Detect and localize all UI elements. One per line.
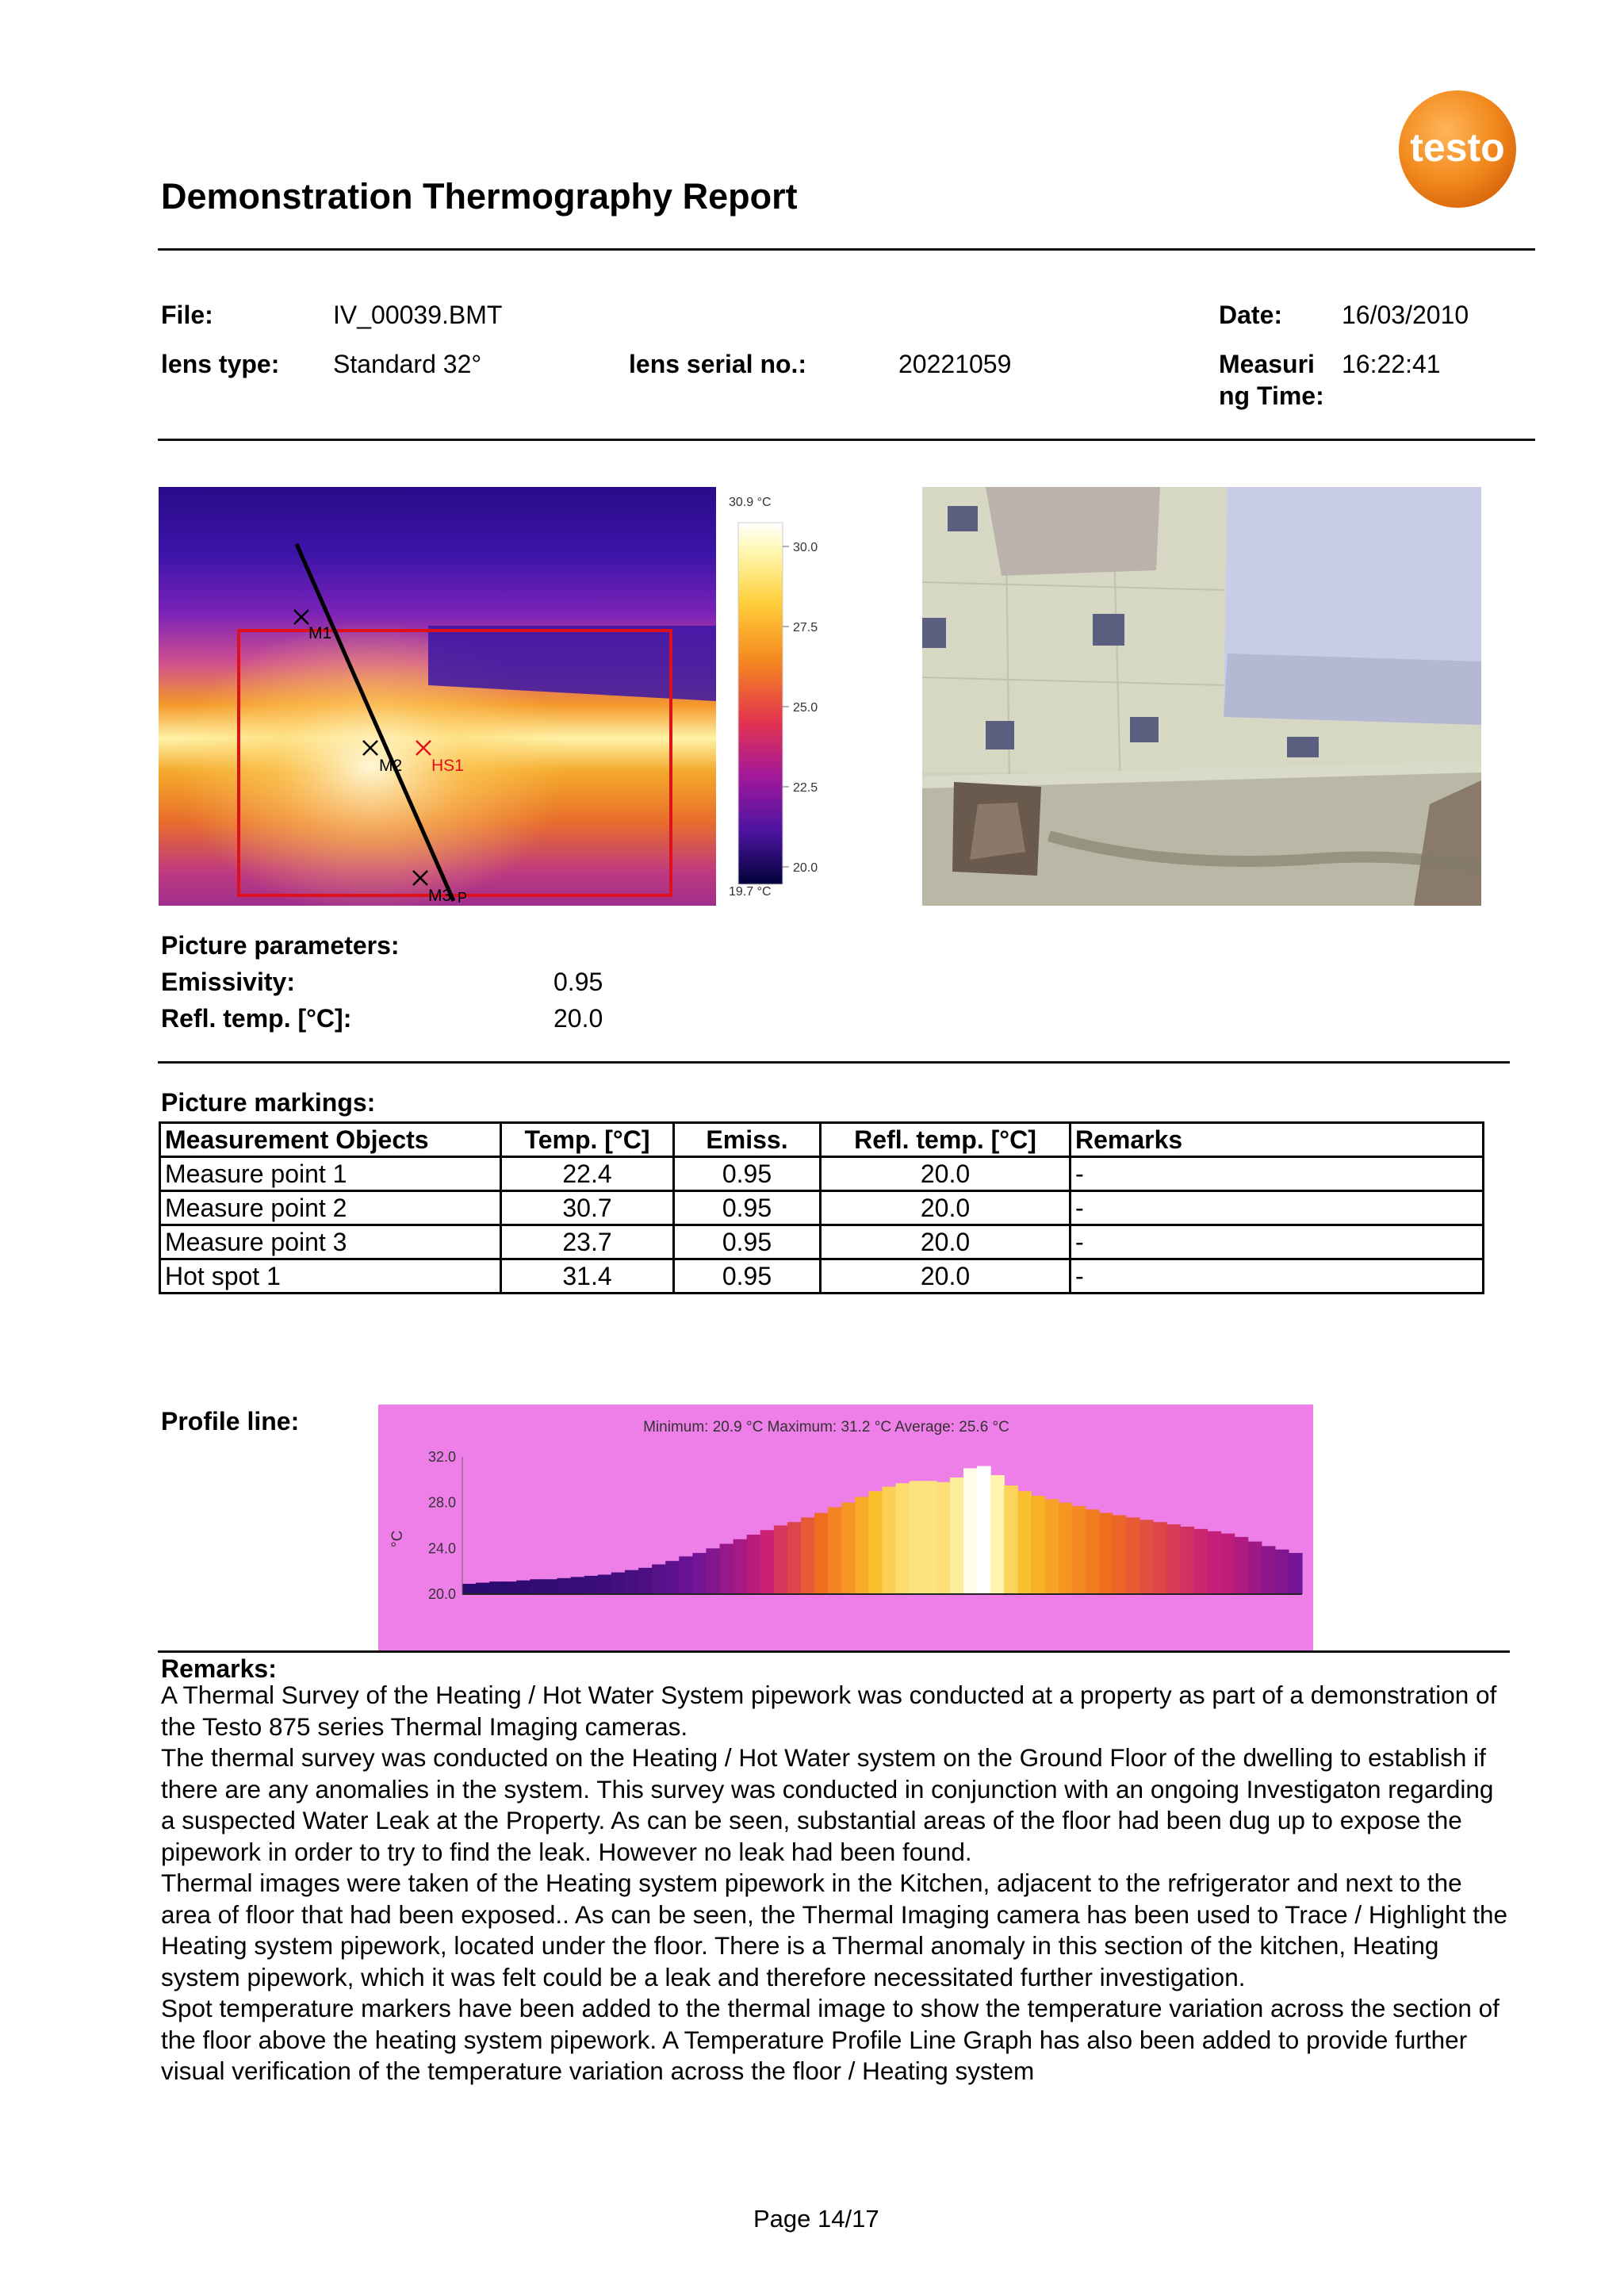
profile-bar — [963, 1468, 978, 1594]
profile-bar — [910, 1481, 924, 1594]
scale-tick: 20.0 — [793, 861, 818, 875]
profile-bar — [1031, 1496, 1045, 1594]
profile-bar — [855, 1497, 869, 1594]
column-header: Refl. temp. [°C] — [821, 1123, 1071, 1157]
remarks-body — [161, 1680, 1509, 2087]
measuring-time-value: 16:22:41 — [1342, 350, 1441, 378]
profile-bar — [665, 1561, 680, 1594]
header-rule — [158, 248, 1535, 251]
profile-bar — [774, 1526, 788, 1595]
profile-bar — [896, 1483, 910, 1594]
profile-bar — [1126, 1517, 1140, 1594]
marker-m1-label: M1 — [308, 624, 332, 642]
profile-bar — [1193, 1529, 1208, 1594]
page-title: Demonstration Thermography Report — [161, 176, 798, 217]
profile-bar — [638, 1568, 653, 1594]
profile-bar — [1072, 1506, 1086, 1594]
lens-serial-label: lens serial no.: — [629, 350, 807, 378]
y-tick-label: 28.0 — [427, 1494, 456, 1511]
marker-p-label: P — [458, 890, 468, 906]
measuring-time-label-1: Measuri — [1219, 350, 1315, 378]
profile-bar — [950, 1478, 964, 1594]
date-value: 16/03/2010 — [1342, 301, 1469, 329]
table-cell: 0.95 — [674, 1259, 821, 1294]
column-header: Emiss. — [674, 1123, 821, 1157]
profile-bar — [1207, 1531, 1221, 1594]
profile-bar — [571, 1577, 585, 1594]
table-cell: 0.95 — [674, 1225, 821, 1259]
lens-serial-value: 20221059 — [898, 350, 1012, 378]
profile-bar — [1017, 1491, 1032, 1594]
profile-bar — [1086, 1509, 1100, 1594]
table-row — [160, 1225, 1484, 1259]
profile-bar — [516, 1581, 530, 1594]
profile-bar — [679, 1556, 693, 1594]
table-row — [160, 1191, 1484, 1225]
table-cell: - — [1071, 1225, 1484, 1259]
profile-bar — [530, 1579, 544, 1594]
profile-bar — [841, 1503, 856, 1594]
profile-line-heading: Profile line: — [161, 1407, 300, 1435]
table-cell: Measure point 1 — [160, 1157, 501, 1191]
markings-table — [159, 1121, 1484, 1294]
file-value: IV_00039.BMT — [333, 301, 503, 329]
table-cell: 20.0 — [821, 1225, 1071, 1259]
profile-bar — [476, 1583, 490, 1594]
profile-bar — [598, 1574, 612, 1594]
scale-tick: 25.0 — [793, 701, 818, 715]
profile-bar — [1153, 1522, 1167, 1594]
profile-bar — [489, 1581, 504, 1594]
profile-bar — [543, 1579, 557, 1594]
profile-bar — [1044, 1499, 1059, 1594]
table-cell: Measure point 3 — [160, 1225, 501, 1259]
table-cell: - — [1071, 1259, 1484, 1294]
logo-text: testo — [1410, 125, 1505, 170]
marker-hs1-label: HS1 — [431, 757, 464, 775]
table-cell: 22.4 — [501, 1157, 674, 1191]
scale-max-label: 30.9 °C — [729, 496, 772, 509]
y-axis-label: °C — [389, 1530, 406, 1547]
profile-bar — [720, 1544, 734, 1594]
scale-tick: 22.5 — [793, 781, 818, 795]
marker-m3-label: M3 — [428, 887, 452, 905]
profile-bar — [801, 1517, 815, 1594]
profile-bar — [692, 1553, 707, 1594]
marker-m2-label: M2 — [379, 757, 403, 775]
temperature-scale — [716, 487, 835, 906]
profile-bar — [868, 1491, 883, 1594]
profile-bar — [706, 1548, 720, 1594]
scale-tick: 27.5 — [793, 621, 818, 634]
picture-markings-heading: Picture markings: — [161, 1088, 376, 1117]
scale-tick: 30.0 — [793, 541, 818, 554]
profile-bar — [1248, 1542, 1262, 1594]
emissivity-label: Emissivity: — [161, 968, 295, 996]
profile-bar — [760, 1530, 775, 1594]
table-cell: 20.0 — [821, 1191, 1071, 1225]
profile-bar — [1139, 1520, 1154, 1594]
parameters-rule — [158, 1061, 1510, 1064]
profile-bar — [883, 1486, 897, 1594]
profile-bar — [990, 1475, 1005, 1594]
profile-bar — [787, 1522, 802, 1594]
remarks-paragraph: Thermal images were taken of the Heating system pipework in the Kitchen, adjacent to the refrigerator and next to the area of floor that had been exposed.. As can be seen, the Thermal Imaging camera has been used to Trace / Highlight the Heating system pipework, located under the floor. There is a Thermal anomaly in this section of the kitchen, Heating system pipework, which it was felt could be a leak and therefore necessitated further investigation. — [161, 1869, 1507, 1991]
remarks-paragraph: The thermal survey was conducted on the Heating / Hot Water system on the Ground Floor of the dwelling to establish if there are any anomalies in the system. This survey was conducted in conjunction with an ongoing Investigaton regarding a suspected Water Leak at the Property. As can be seen, substantial areas of the floor had been dug up to expose the pipework in order to try to find the leak. However no leak had been found. — [161, 1743, 1494, 1866]
profile-bar — [503, 1581, 517, 1594]
thermal-image — [159, 487, 716, 906]
table-cell: - — [1071, 1157, 1484, 1191]
refl-temp-label: Refl. temp. [°C]: — [161, 1004, 352, 1033]
picture-parameters-heading: Picture parameters: — [161, 931, 400, 960]
profile-bar — [936, 1482, 951, 1594]
table-cell: Hot spot 1 — [160, 1259, 501, 1294]
table-row — [160, 1259, 1484, 1294]
table-cell: Measure point 2 — [160, 1191, 501, 1225]
profile-bar — [814, 1513, 829, 1594]
chart-title: Minimum: 20.9 °C Maximum: 31.2 °C Average: 25.6 °C — [643, 1419, 1009, 1435]
date-label: Date: — [1219, 301, 1283, 329]
profile-bar — [1275, 1550, 1289, 1594]
profile-bar — [625, 1570, 639, 1594]
profile-bar — [557, 1578, 572, 1594]
refl-temp-value: 20.0 — [553, 1004, 603, 1033]
profile-bar — [1180, 1527, 1194, 1594]
profile-bar — [923, 1481, 937, 1594]
page-number: Page 14/17 — [753, 2205, 879, 2233]
remarks-heading: Remarks: — [161, 1654, 277, 1683]
emissivity-value: 0.95 — [553, 968, 603, 996]
testo-logo — [1389, 79, 1522, 213]
profile-bar — [1262, 1546, 1276, 1594]
measuring-time-label-2: ng Time: — [1219, 381, 1324, 410]
lens-type-label: lens type: — [161, 350, 280, 378]
profile-bar — [828, 1507, 842, 1594]
y-tick-label: 20.0 — [427, 1586, 456, 1602]
y-tick-label: 32.0 — [427, 1449, 456, 1465]
file-label: File: — [161, 301, 213, 329]
table-cell: 23.7 — [501, 1225, 674, 1259]
profile-line-chart — [378, 1405, 1313, 1651]
table-cell: 31.4 — [501, 1259, 674, 1294]
profile-bar — [747, 1535, 761, 1594]
table-cell: 20.0 — [821, 1157, 1071, 1191]
table-cell: - — [1071, 1191, 1484, 1225]
table-cell: 20.0 — [821, 1259, 1071, 1294]
profile-bar — [1235, 1537, 1249, 1594]
profile-bar — [1289, 1553, 1303, 1594]
scale-min-label: 19.7 °C — [729, 885, 772, 899]
column-header: Measurement Objects — [160, 1123, 501, 1157]
table-row — [160, 1157, 1484, 1191]
profile-bar — [611, 1573, 626, 1594]
visual-photo — [922, 487, 1481, 906]
table-cell: 30.7 — [501, 1191, 674, 1225]
profile-rule — [158, 1650, 1510, 1653]
profile-bar — [584, 1576, 599, 1594]
column-header: Remarks — [1071, 1123, 1484, 1157]
meta-rule — [158, 439, 1535, 441]
table-cell: 0.95 — [674, 1157, 821, 1191]
profile-bar — [1099, 1513, 1113, 1594]
profile-bar — [977, 1466, 991, 1594]
table-cell: 0.95 — [674, 1191, 821, 1225]
profile-bar — [1221, 1534, 1235, 1594]
lens-type-value: Standard 32° — [333, 350, 482, 378]
remarks-paragraph: A Thermal Survey of the Heating / Hot Water System pipework was conducted at a property as part of a demonstration of the Testo 875 series Thermal Imaging cameras. — [161, 1681, 1497, 1741]
profile-bar — [462, 1584, 477, 1594]
remarks-paragraph: Spot temperature markers have been added to the thermal image to show the temperature variation across the section of the floor above the heating system pipework. A Temperature Profile Line Graph has also been added to provide further visual verification of the temperature variation across the floor / Heating system — [161, 1994, 1500, 2085]
profile-bar — [1113, 1516, 1127, 1594]
y-tick-label: 24.0 — [427, 1540, 456, 1557]
profile-bar — [733, 1539, 748, 1594]
column-header: Temp. [°C] — [501, 1123, 674, 1157]
profile-bar — [1004, 1485, 1018, 1594]
table-header-row — [160, 1123, 1484, 1157]
appliance-base — [986, 487, 1160, 576]
profile-bar — [1059, 1503, 1073, 1594]
profile-bar — [652, 1565, 666, 1594]
profile-bar — [1166, 1524, 1181, 1594]
